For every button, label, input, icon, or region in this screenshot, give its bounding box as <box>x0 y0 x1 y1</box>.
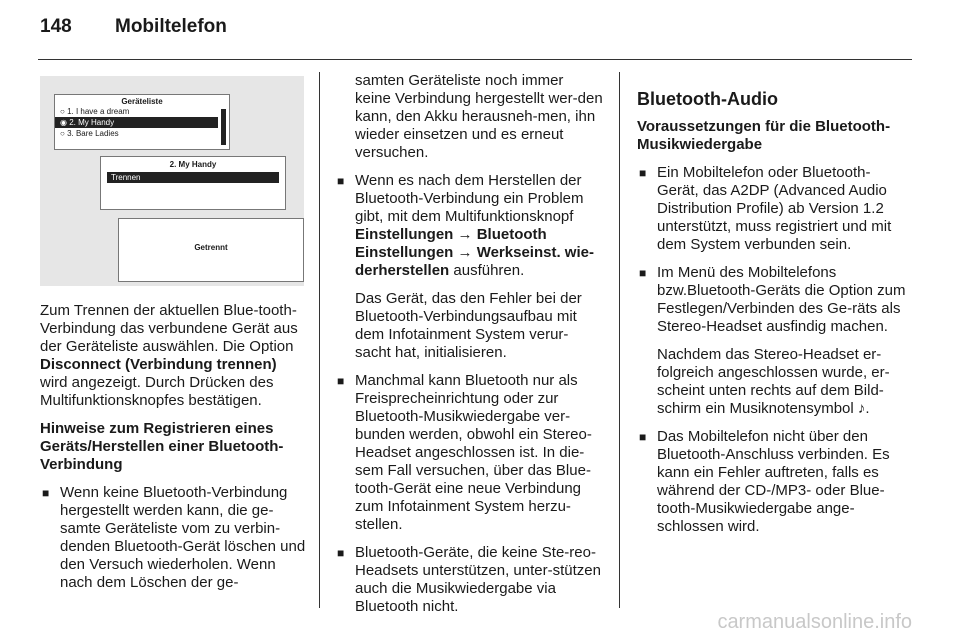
device-list-item-selected: ◉ 2. My Handy <box>55 117 218 128</box>
column-divider-right <box>619 72 620 608</box>
list-item: ■ Manchmal kann Bluetooth nur als Freisprecheinrichtung oder zur Bluetooth-Musikwiedergabe ver-bunden werden, obwohl ein Stereo-Headset angeschlossen ist. In die-sem Fall versuchen, über das Blue-tooth-Gerät eine neue Verbindung zum Infotainment System herzu-stellen. <box>337 372 592 533</box>
continued-text: samten Geräteliste noch immer keine Verbindung hergestellt wer-den kann, den Akku herausneh-men, ihn wieder einsetzen und es erneut versuchen. <box>355 72 603 161</box>
device-menu-title: 2. My Handy <box>169 160 217 169</box>
device-menu-screen <box>100 156 286 210</box>
device-list-item: ○ 3. Bare Ladies <box>60 129 119 138</box>
device-list-item: ○ 1. I have a dream <box>60 107 130 116</box>
intro-paragraph: Zum Trennen der aktuellen Blue-tooth-Verbindung das verbundene Gerät aus der Geräteliste auswählen. Die Option Disconnect (Verbindung trennen) wird angezeigt. Durch Drücken des Multifunktionsknopfes bestätigen. <box>40 302 298 409</box>
column-divider-left <box>319 72 320 608</box>
watermark: carmanualsonline.info <box>717 611 912 633</box>
section-heading: Hinweise zum Registrieren eines Geräts/Herstellen einer Bluetooth-Verbindung <box>40 420 284 473</box>
disconnect-option: Trennen <box>107 172 279 183</box>
list-item: ■ Das Mobiltelefon nicht über den Bluetooth-Anschluss verbinden. Es kann ein Fehler auftreten, falls es während der CD-/MP3- oder Blue-tooth-Musikwiedergabe ange-schlossen wird. <box>639 428 890 535</box>
device-list-screen <box>54 94 230 150</box>
column-2 <box>335 72 603 626</box>
device-list-title: Geräteliste <box>121 97 163 106</box>
status-text: Getrennt <box>194 243 228 252</box>
list-item: ■ Wenn keine Bluetooth-Verbindung hergestellt werden kann, die ge-samte Geräteliste vom zu verbin-denden Bluetooth-Gerät löschen und den Versuch wiederholen. Wenn nach dem Löschen der ge- <box>42 484 306 591</box>
list-item: ■ Bluetooth-Geräte, die keine Ste-reo-Headsets unterstützen, unter-stützen auch die Musikwiedergabe via Bluetooth nicht. <box>337 544 601 615</box>
section-title: Bluetooth-Audio <box>637 89 778 109</box>
status-screen <box>118 218 304 282</box>
header-rule <box>38 59 912 60</box>
subsection-heading: Voraussetzungen für die Bluetooth-Musikwiedergabe <box>637 118 891 153</box>
scrollbar <box>221 109 226 145</box>
device-list-illustration <box>40 76 304 286</box>
list-item: ■ Wenn es nach dem Herstellen der Bluetooth-Verbindung ein Problem gibt, mit dem Multifunktionsknopf Einstellungen → Bluetooth Einstellungen → Werkseinst. wie-derherstellen ausführen. Das Gerät, das den Fehler bei der Bluetooth-Verbindungsaufbau mit dem Infotainment System verur-sacht hat, initialisieren. <box>337 172 594 361</box>
column-1 <box>40 302 308 602</box>
page-title: Mobiltelefon <box>115 16 227 37</box>
page-header <box>40 14 920 54</box>
column-3 <box>637 90 907 546</box>
list-item: ■ Ein Mobiltelefon oder Bluetooth-Gerät, das A2DP (Advanced Audio Distribution Profile) ab Version 1.2 unterstützt, muss registriert und mit dem System verbunden sein. <box>639 164 892 253</box>
page-number: 148 <box>40 16 72 37</box>
list-item: ■ Im Menü des Mobiltelefons bzw.Bluetooth-Geräts die Option zum Festlegen/Verbinden des Ge-räts als Stereo-Headset ausfindig machen. Nachdem das Stereo-Headset er-folgreich angeschlossen wurde, er-scheint unten rechts auf dem Bild-schirm ein Musiknotensymbol ♪. <box>639 264 906 417</box>
